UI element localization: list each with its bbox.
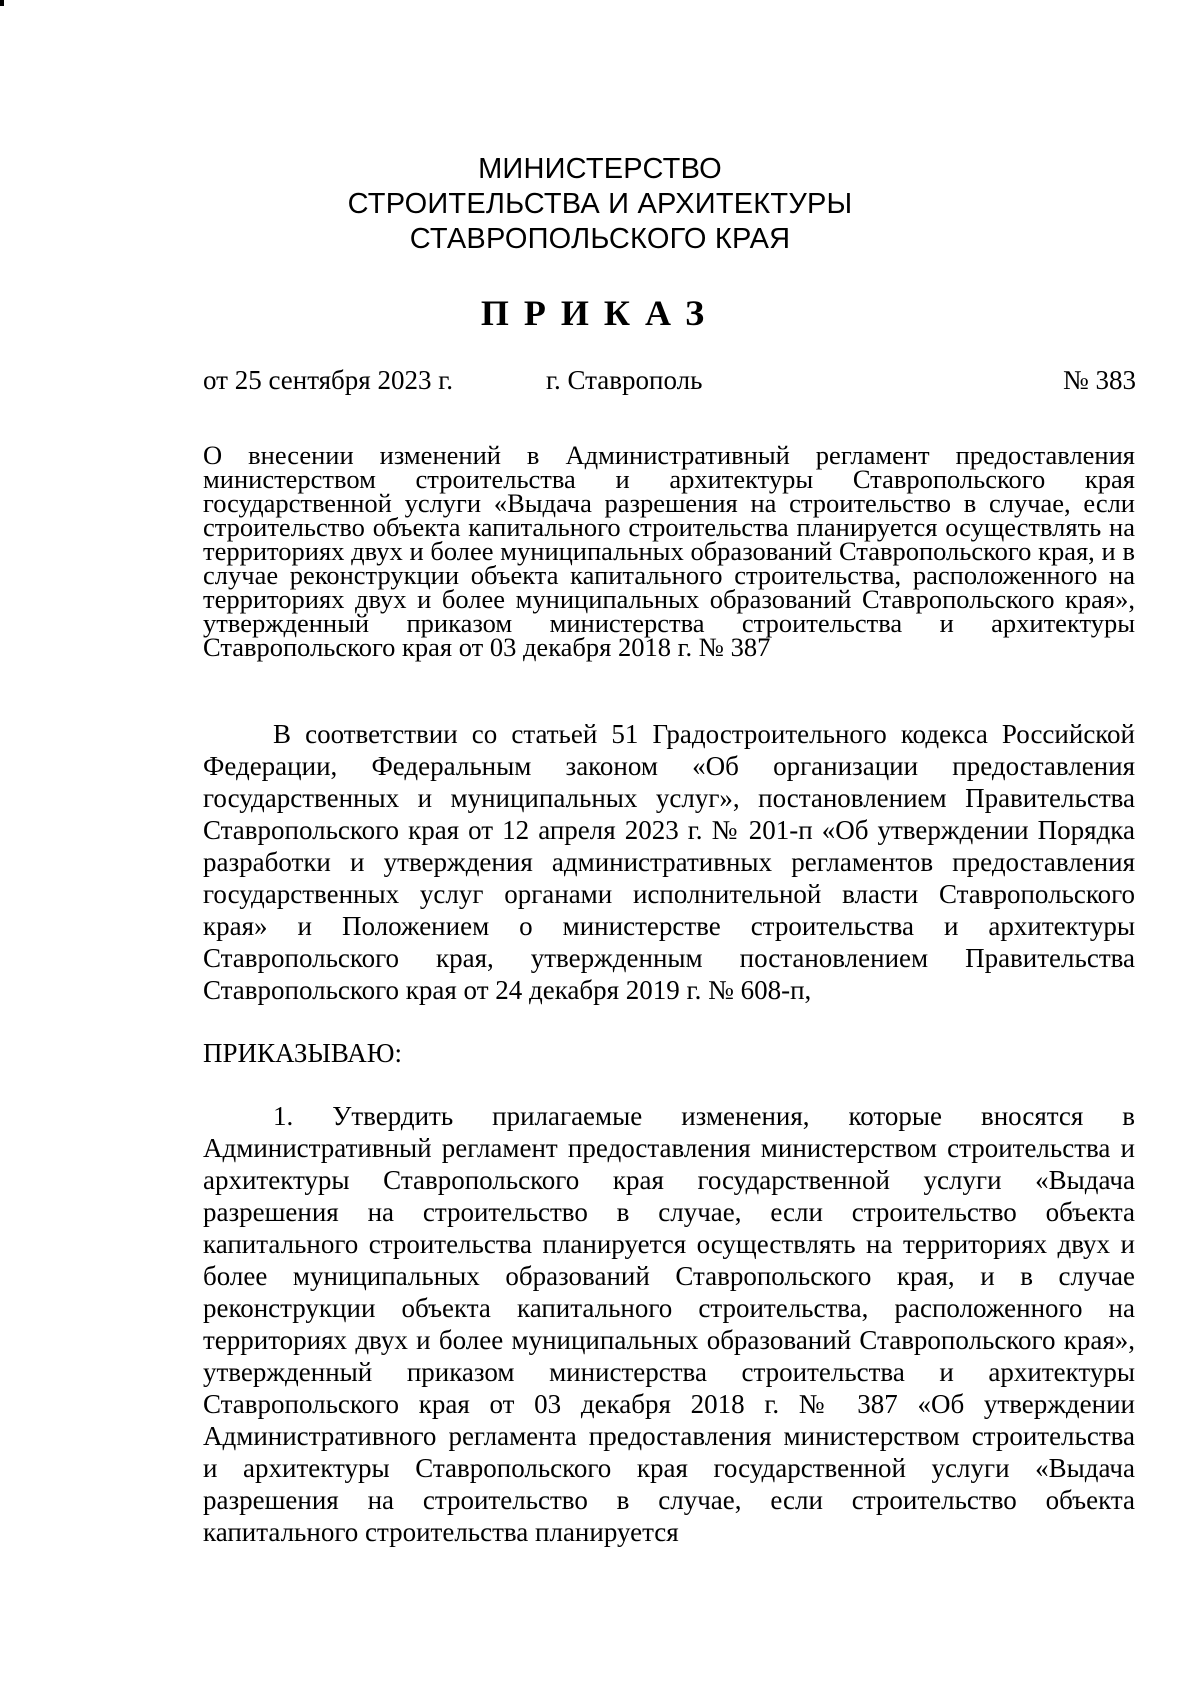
- header-line-1: МИНИСТЕРСТВО: [478, 153, 722, 185]
- document-subject: О внесении изменений в Административный регламент предоставления министерством строительства и архитектуры Ставропольского края государственной услуги «Выдача разрешения на строительство в случае, если строительство объекта капитального строительства планируется осуществлять на территориях двух и более муниципальных образований Ставропольского края, и в случае реконструкции объекта капитального строительства, расположенного на территориях двух и более муниципальных образований Ставропольского края», утвержденный приказом министерства строительства и архитектуры Ставропольского края от 03 декабря 2018 г. № 387: [203, 440, 1135, 662]
- ministry-header: [0, 152, 1040, 257]
- document-number: № 383: [1062, 365, 1136, 395]
- order-item-1: 1. Утвердить прилагаемые изменения, которые вносятся в Административный регламент предоставления министерством строительства и архитектуры Ставропольского края государственной услуги «Выдача разрешения на строительство в случае, если строительство объекта капитального строительства планируется осуществлять на территориях двух и более муниципальных образований Ставропольского края, и в случае реконструкции объекта капитального строительства, расположенного на территориях двух и более муниципальных образований Ставропольского края», утвержденный приказом министерства строительства и архитектуры Ставропольского края от 03 декабря 2018 г. № 387 «Об утверждении Административного регламента предоставления министерством строительства и архитектуры Ставропольского края государственной услуги «Выдача разрешения на строительство в случае, если строительство объекта капитального строительства планируется: [203, 1101, 1135, 1547]
- basis-paragraph: В соответствии со статьей 51 Градостроительного кодекса Российской Федерации, Федеральным законом «Об организации предоставления государственных и муниципальных услуг», постановлением Правительства Ставропольского края от 12 апреля 2023 г. № 201-п «Об утверждении Порядка разработки и утверждения административных регламентов предоставления государственных услуг органами исполнительной власти Ставропольского края» и Положением о министерстве строительства и архитектуры Ставропольского края, утвержденным постановлением Правительства Ставропольского края от 24 декабря 2019 г. № 608-п,: [203, 719, 1135, 1005]
- document-city: г. Ставрополь: [546, 365, 703, 395]
- document-type-title: ПРИКАЗ: [480, 293, 720, 333]
- orders-label: ПРИКАЗЫВАЮ:: [203, 1038, 402, 1068]
- scan-edge-mark: [0, 0, 4, 6]
- header-line-3: СТАВРОПОЛЬСКОГО КРАЯ: [409, 223, 791, 255]
- document-date: от 25 сентября 2023 г.: [203, 365, 453, 395]
- header-line-2: СТРОИТЕЛЬСТВА И АРХИТЕКТУРЫ: [347, 188, 853, 220]
- document-meta-row: [0, 365, 1200, 399]
